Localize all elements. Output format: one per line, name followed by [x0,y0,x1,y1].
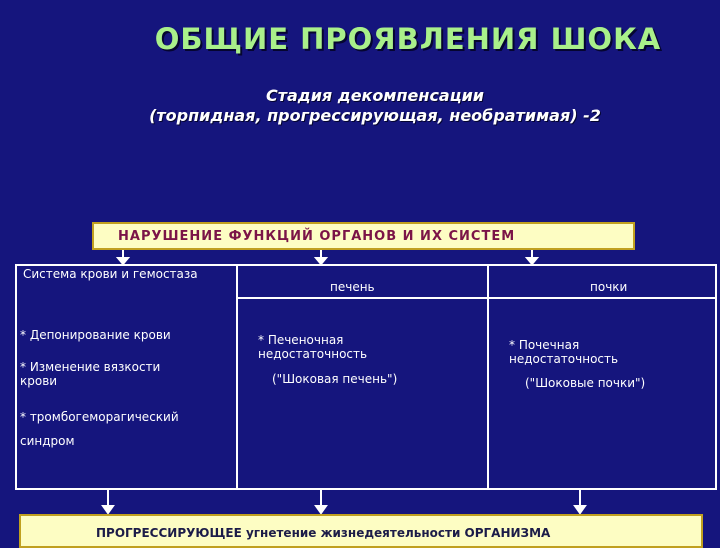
kidneys-item-2: ("Шоковые почки") [525,376,646,390]
column-title-blood: Система крови и гемостаза [23,267,198,281]
column-title-liver: печень [330,280,375,294]
arrow-head-liver-footer [316,506,326,513]
organ-dysfunction-label: НАРУШЕНИЕ ФУНКЦИЙ ОРГАНОВ И ИХ СИСТЕМ [118,229,516,244]
stage-subtitle: Стадия декомпенсации [265,86,484,105]
progressive-depression-label: ПРОГРЕССИРУЮЩЕЕ угнетение жизнедеятельности ОРГАНИЗМА [96,526,551,540]
kidneys-item-1: * Почечная недостаточность [509,338,619,366]
arrow-head-kidneys-footer [575,506,585,513]
blood-item-1: * Депонирование крови [20,328,171,342]
progressive-depression-box [19,514,703,548]
blood-item-3: * тромбогеморагический синдром [20,410,179,448]
slide-title: ОБЩИЕ ПРОЯВЛЕНИЯ ШОКА [154,22,662,56]
liver-item-1: * Печеночная недостаточность [258,333,368,361]
column-header-divider [236,297,717,299]
arrow-head-blood-footer [103,506,113,513]
blood-item-2: * Изменение вязкости крови [20,360,161,388]
liver-item-2: ("Шоковая печень") [272,372,398,386]
organ-dysfunction-box [92,222,635,250]
stage-description: (торпидная, прогрессирующая, необратимая) -2 [149,106,601,125]
column-title-kidneys: почки [590,280,628,294]
